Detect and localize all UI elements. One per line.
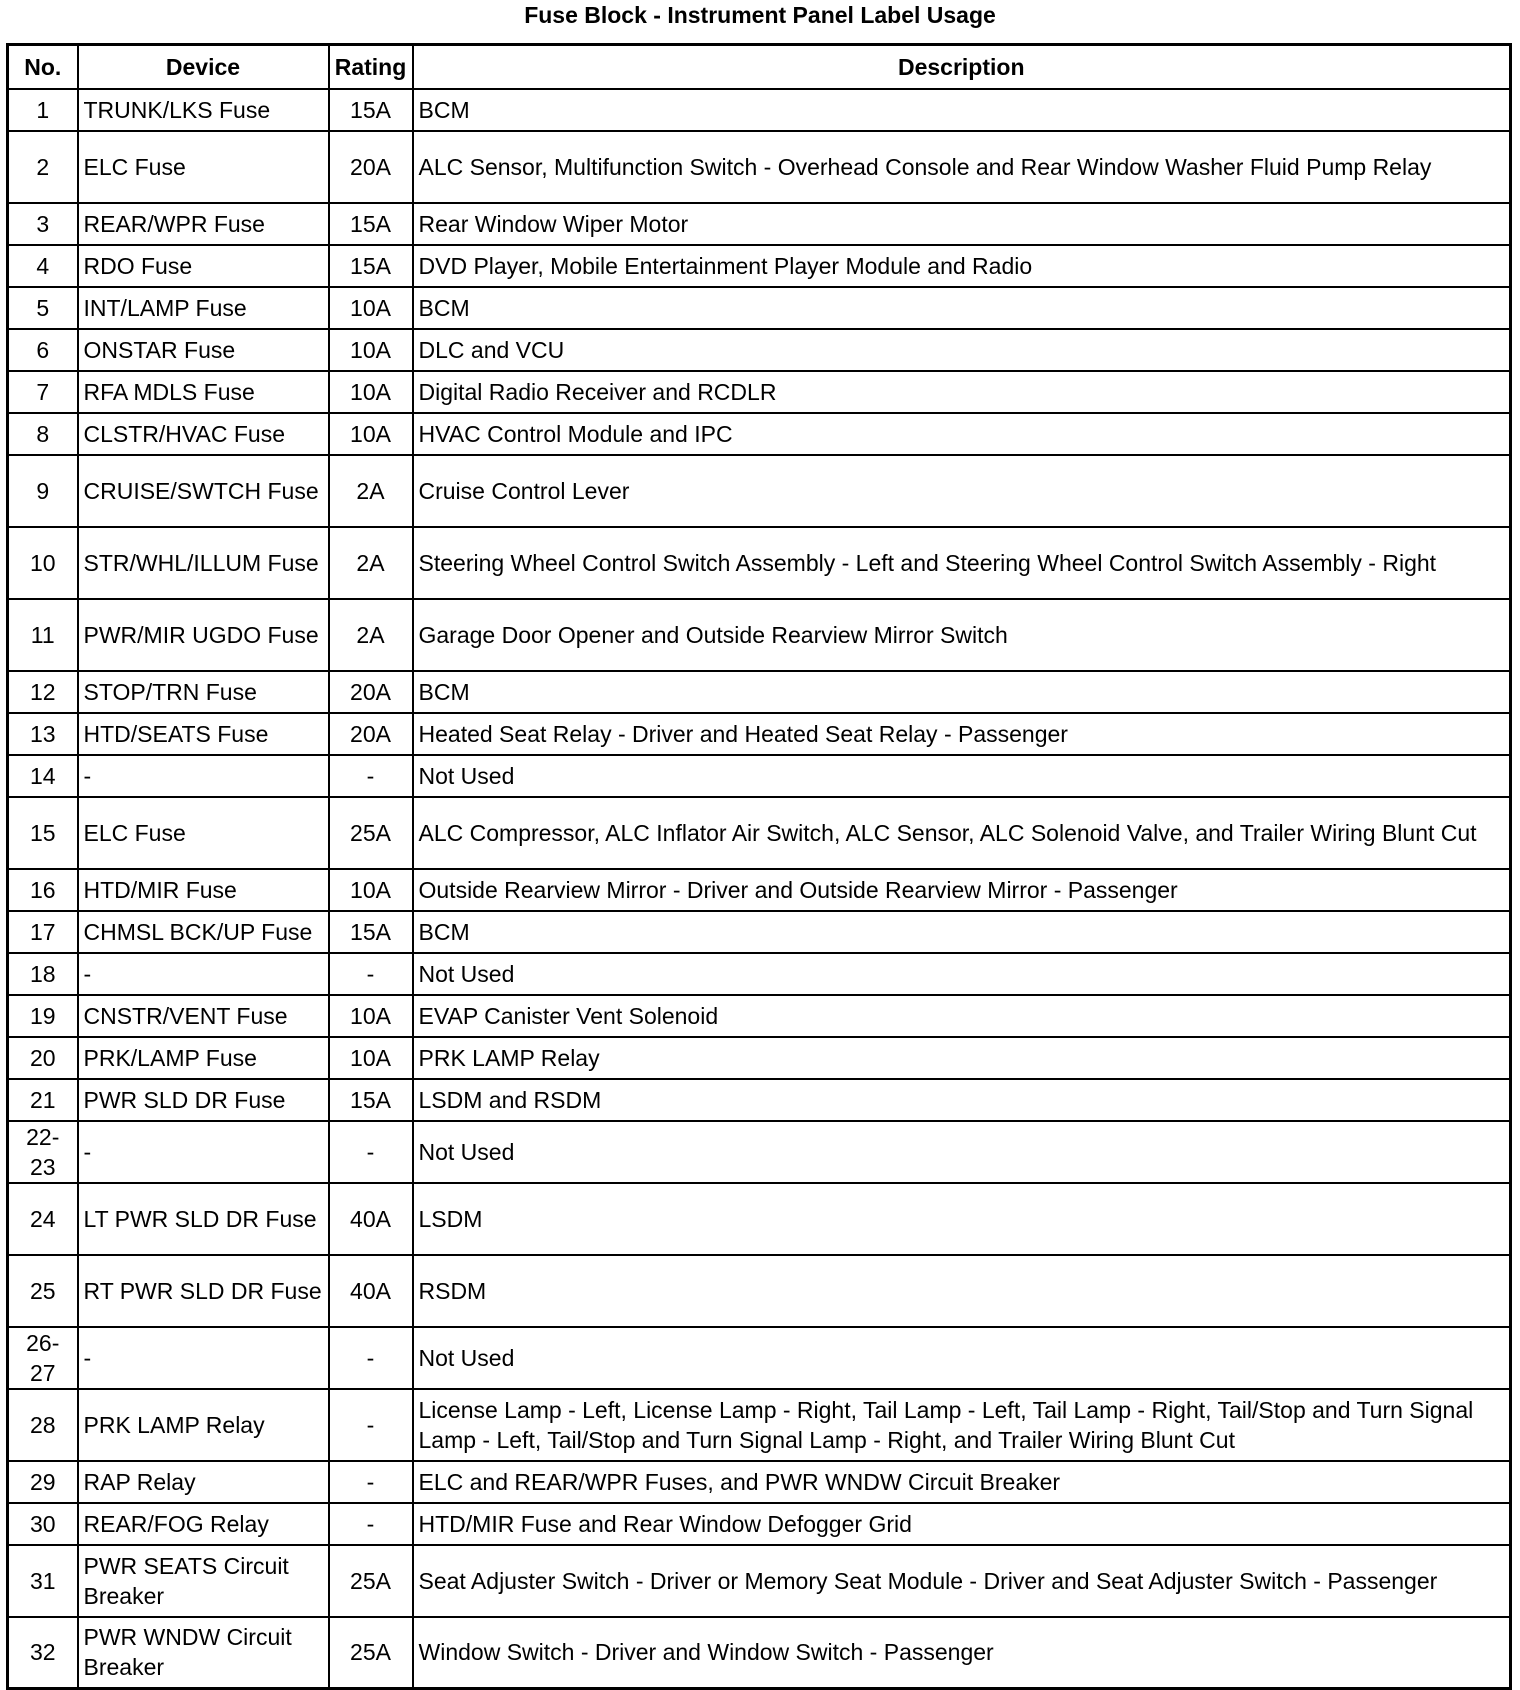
table-row	[8, 131, 1511, 203]
fuse-number-cell: 7	[8, 371, 78, 413]
device-cell: PWR/MIR UGDO Fuse	[78, 599, 329, 671]
description-cell: PRK LAMP Relay	[413, 1037, 1511, 1079]
device-cell: PRK/LAMP Fuse	[78, 1037, 329, 1079]
fuse-number-cell: 28	[8, 1389, 78, 1461]
rating-cell: 2A	[329, 455, 413, 527]
table-row	[8, 1389, 1511, 1461]
device-cell: TRUNK/LKS Fuse	[78, 89, 329, 131]
rating-cell: 25A	[329, 1545, 413, 1617]
device-cell: CLSTR/HVAC Fuse	[78, 413, 329, 455]
table-row	[8, 1545, 1511, 1617]
fuse-number-cell: 11	[8, 599, 78, 671]
device-cell: PWR WNDW Circuit Breaker	[78, 1617, 329, 1689]
fuse-number-cell: 32	[8, 1617, 78, 1689]
description-cell: Digital Radio Receiver and RCDLR	[413, 371, 1511, 413]
fuse-number-cell: 24	[8, 1183, 78, 1255]
fuse-number-cell: 15	[8, 797, 78, 869]
fuse-number-cell: 2	[8, 131, 78, 203]
description-cell: Steering Wheel Control Switch Assembly - Left and Steering Wheel Control Switch Assembly - Right	[413, 527, 1511, 599]
description-cell: ALC Sensor, Multifunction Switch - Overhead Console and Rear Window Washer Fluid Pump Relay	[413, 131, 1511, 203]
table-row	[8, 371, 1511, 413]
rating-cell: 40A	[329, 1183, 413, 1255]
fuse-number-cell: 19	[8, 995, 78, 1037]
device-cell: ONSTAR Fuse	[78, 329, 329, 371]
fuse-number-cell: 1	[8, 89, 78, 131]
description-cell: EVAP Canister Vent Solenoid	[413, 995, 1511, 1037]
device-cell: STOP/TRN Fuse	[78, 671, 329, 713]
table-row	[8, 527, 1511, 599]
fuse-number-cell: 14	[8, 755, 78, 797]
description-cell: Cruise Control Lever	[413, 455, 1511, 527]
table-row	[8, 995, 1511, 1037]
table-row	[8, 1617, 1511, 1689]
description-cell: BCM	[413, 671, 1511, 713]
rating-cell: 20A	[329, 671, 413, 713]
device-cell: INT/LAMP Fuse	[78, 287, 329, 329]
description-cell: Not Used	[413, 1327, 1511, 1389]
table-row	[8, 713, 1511, 755]
description-cell: License Lamp - Left, License Lamp - Right, Tail Lamp - Left, Tail Lamp - Right, Tail/Stop and Turn Signal Lamp - Left, Tail/Stop and Turn Signal Lamp - Right, and Trailer Wiring Blunt Cut	[413, 1389, 1511, 1461]
rating-cell: 25A	[329, 1617, 413, 1689]
table-row	[8, 1327, 1511, 1389]
description-cell: HTD/MIR Fuse and Rear Window Defogger Grid	[413, 1503, 1511, 1545]
description-cell: Outside Rearview Mirror - Driver and Outside Rearview Mirror - Passenger	[413, 869, 1511, 911]
fuse-number-cell: 26-27	[8, 1327, 78, 1389]
description-cell: Garage Door Opener and Outside Rearview Mirror Switch	[413, 599, 1511, 671]
description-cell: DLC and VCU	[413, 329, 1511, 371]
table-row	[8, 797, 1511, 869]
rating-cell: 10A	[329, 413, 413, 455]
table-header-row	[8, 45, 1511, 89]
fuse-number-cell: 8	[8, 413, 78, 455]
rating-cell: 10A	[329, 995, 413, 1037]
rating-cell: 15A	[329, 89, 413, 131]
table-row	[8, 1503, 1511, 1545]
table-body	[8, 89, 1511, 1689]
description-cell: DVD Player, Mobile Entertainment Player Module and Radio	[413, 245, 1511, 287]
fuse-number-cell: 9	[8, 455, 78, 527]
table-row	[8, 1037, 1511, 1079]
table-row	[8, 911, 1511, 953]
fuse-number-cell: 22-23	[8, 1121, 78, 1183]
rating-cell: 10A	[329, 869, 413, 911]
fuse-number-cell: 6	[8, 329, 78, 371]
rating-cell: 40A	[329, 1255, 413, 1327]
column-header-no: No.	[8, 45, 78, 89]
description-cell: Not Used	[413, 953, 1511, 995]
column-header-device: Device	[78, 45, 329, 89]
page-title: Fuse Block - Instrument Panel Label Usage	[524, 2, 996, 28]
fuse-number-cell: 17	[8, 911, 78, 953]
fuse-number-cell: 4	[8, 245, 78, 287]
table-row	[8, 287, 1511, 329]
description-cell: Heated Seat Relay - Driver and Heated Seat Relay - Passenger	[413, 713, 1511, 755]
device-cell: -	[78, 1327, 329, 1389]
fuse-number-cell: 12	[8, 671, 78, 713]
fuse-number-cell: 30	[8, 1503, 78, 1545]
rating-cell: 20A	[329, 713, 413, 755]
device-cell: RFA MDLS Fuse	[78, 371, 329, 413]
rating-cell: 15A	[329, 203, 413, 245]
rating-cell: -	[329, 1503, 413, 1545]
rating-cell: -	[329, 1461, 413, 1503]
device-cell: HTD/MIR Fuse	[78, 869, 329, 911]
rating-cell: 15A	[329, 1079, 413, 1121]
table-row	[8, 329, 1511, 371]
description-cell: Window Switch - Driver and Window Switch - Passenger	[413, 1617, 1511, 1689]
rating-cell: 2A	[329, 599, 413, 671]
table-row	[8, 1121, 1511, 1183]
device-cell: ELC Fuse	[78, 131, 329, 203]
device-cell: REAR/FOG Relay	[78, 1503, 329, 1545]
fuse-usage-table	[6, 43, 1512, 1690]
device-cell: ELC Fuse	[78, 797, 329, 869]
fuse-number-cell: 25	[8, 1255, 78, 1327]
fuse-number-cell: 18	[8, 953, 78, 995]
rating-cell: 15A	[329, 245, 413, 287]
device-cell: RAP Relay	[78, 1461, 329, 1503]
table-row	[8, 869, 1511, 911]
fuse-number-cell: 29	[8, 1461, 78, 1503]
rating-cell: 20A	[329, 131, 413, 203]
table-row	[8, 1079, 1511, 1121]
description-cell: LSDM	[413, 1183, 1511, 1255]
rating-cell: -	[329, 1327, 413, 1389]
table-row	[8, 1255, 1511, 1327]
fuse-number-cell: 20	[8, 1037, 78, 1079]
description-cell: Seat Adjuster Switch - Driver or Memory Seat Module - Driver and Seat Adjuster Switch - Passenger	[413, 1545, 1511, 1617]
table-row	[8, 89, 1511, 131]
device-cell: -	[78, 1121, 329, 1183]
rating-cell: 10A	[329, 287, 413, 329]
device-cell: HTD/SEATS Fuse	[78, 713, 329, 755]
description-cell: Not Used	[413, 755, 1511, 797]
fuse-number-cell: 3	[8, 203, 78, 245]
fuse-number-cell: 10	[8, 527, 78, 599]
rating-cell: 25A	[329, 797, 413, 869]
fuse-number-cell: 21	[8, 1079, 78, 1121]
description-cell: LSDM and RSDM	[413, 1079, 1511, 1121]
rating-cell: 2A	[329, 527, 413, 599]
table-row	[8, 455, 1511, 527]
rating-cell: 10A	[329, 1037, 413, 1079]
device-cell: CHMSL BCK/UP Fuse	[78, 911, 329, 953]
table-row	[8, 953, 1511, 995]
fuse-number-cell: 31	[8, 1545, 78, 1617]
table-row	[8, 1461, 1511, 1503]
table-row	[8, 755, 1511, 797]
description-cell: Not Used	[413, 1121, 1511, 1183]
rating-cell: -	[329, 1389, 413, 1461]
device-cell: PWR SLD DR Fuse	[78, 1079, 329, 1121]
table-row	[8, 413, 1511, 455]
table-row	[8, 1183, 1511, 1255]
device-cell: -	[78, 953, 329, 995]
table-row	[8, 599, 1511, 671]
description-cell: ALC Compressor, ALC Inflator Air Switch, ALC Sensor, ALC Solenoid Valve, and Trailer Wiring Blunt Cut	[413, 797, 1511, 869]
description-cell: RSDM	[413, 1255, 1511, 1327]
column-header-description: Description	[413, 45, 1511, 89]
description-cell: HVAC Control Module and IPC	[413, 413, 1511, 455]
description-cell: Rear Window Wiper Motor	[413, 203, 1511, 245]
description-cell: ELC and REAR/WPR Fuses, and PWR WNDW Circuit Breaker	[413, 1461, 1511, 1503]
device-cell: PRK LAMP Relay	[78, 1389, 329, 1461]
device-cell: -	[78, 755, 329, 797]
column-header-rating: Rating	[329, 45, 413, 89]
description-cell: BCM	[413, 911, 1511, 953]
table-row	[8, 245, 1511, 287]
device-cell: CNSTR/VENT Fuse	[78, 995, 329, 1037]
rating-cell: 10A	[329, 329, 413, 371]
rating-cell: 10A	[329, 371, 413, 413]
rating-cell: 15A	[329, 911, 413, 953]
description-cell: BCM	[413, 89, 1511, 131]
fuse-number-cell: 5	[8, 287, 78, 329]
device-cell: RT PWR SLD DR Fuse	[78, 1255, 329, 1327]
rating-cell: -	[329, 953, 413, 995]
device-cell: PWR SEATS Circuit Breaker	[78, 1545, 329, 1617]
device-cell: LT PWR SLD DR Fuse	[78, 1183, 329, 1255]
table-row	[8, 203, 1511, 245]
device-cell: RDO Fuse	[78, 245, 329, 287]
table-row	[8, 671, 1511, 713]
fuse-number-cell: 13	[8, 713, 78, 755]
device-cell: REAR/WPR Fuse	[78, 203, 329, 245]
rating-cell: -	[329, 755, 413, 797]
rating-cell: -	[329, 1121, 413, 1183]
description-cell: BCM	[413, 287, 1511, 329]
device-cell: STR/WHL/ILLUM Fuse	[78, 527, 329, 599]
device-cell: CRUISE/SWTCH Fuse	[78, 455, 329, 527]
fuse-number-cell: 16	[8, 869, 78, 911]
